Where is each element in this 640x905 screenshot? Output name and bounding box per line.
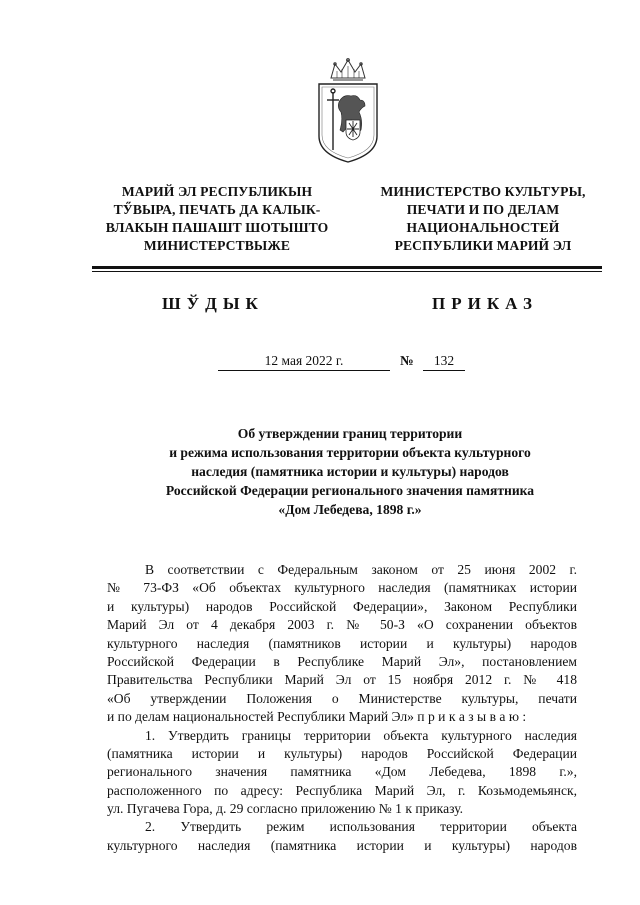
body-line: № 73-ФЗ «Об объектах культурного наследия (памятниках истории <box>107 580 577 596</box>
body-line: расположенного по адресу: Республика Марий Эл, г. Козьмодемьянск, <box>107 782 577 798</box>
body-line: Российской Федерации в Республике Марий Эл», постановлением <box>107 653 577 669</box>
body-line: и по делам национальностей Республики Марий Эл» п р и к а з ы в а ю : <box>107 709 527 725</box>
body-line: регионального значения памятника «Дом Лебедева, 1898 г.», <box>107 764 577 780</box>
order-title-line: наследия (памятника истории и культуры) народов <box>191 464 509 479</box>
body-line: (памятника истории и культуры) народов Российской Федерации <box>107 745 577 761</box>
body-line: В соответствии с Федеральным законом от 25 июня 2002 г. <box>145 562 577 577</box>
doc-type-russian: ПРИКАЗ <box>432 294 538 313</box>
ministry-name-russian <box>353 183 613 255</box>
ministry-name-mari-line: ТӲВЫРА, ПЕЧАТЬ ДА КАЛЫК- <box>113 202 321 217</box>
body-line: Правительства Республики Марий Эл от 15 ноября 2012 г. № 418 <box>107 672 577 688</box>
ministry-name-mari-line: МАРИЙ ЭЛ РЕСПУБЛИКЫН <box>121 184 313 199</box>
order-title <box>100 424 600 519</box>
body-line: 2. Утвердить режим использования территории объекта <box>145 819 577 835</box>
ministry-name-mari-line: ВЛАКЫН ПАШАШТ ШОТЫШТО <box>105 220 329 235</box>
ministry-name-russian-line: РЕСПУБЛИКИ МАРИЙ ЭЛ <box>394 238 572 253</box>
ministry-name-mari-line: МИНИСТЕРСТВЫЖЕ <box>143 238 291 253</box>
ministry-name-mari <box>87 183 347 255</box>
ministry-name-russian-line: ПЕЧАТИ И ПО ДЕЛАМ <box>406 202 560 217</box>
date-number-row <box>0 353 640 375</box>
body-line: Марий Эл от 4 декабря 2003 г. № 50-З «О сохранении объектов <box>107 617 577 633</box>
number-sign: № <box>400 353 414 368</box>
body-line: культурного наследия (памятников истории и культуры) народов <box>107 635 577 651</box>
doc-type-mari: ШЎДЫК <box>162 294 264 313</box>
order-title-line: Об утверждении границ территории <box>237 426 463 441</box>
order-title-line: Российской Федерации регионального значения памятника <box>165 483 535 498</box>
order-number: 132 <box>423 353 465 371</box>
body-line: культурного наследия (памятника истории и культуры) народов <box>107 837 577 853</box>
order-title-line: «Дом Лебедева, 1898 г.» <box>278 502 422 517</box>
header-divider-thin <box>92 271 602 272</box>
order-body <box>107 561 577 855</box>
coat-of-arms-emblem <box>313 58 383 166</box>
body-line: и культуры) народов Российской Федерации», Законом Республики <box>107 598 577 614</box>
order-date: 12 мая 2022 г. <box>218 353 390 371</box>
body-line: «Об утверждении Положения о Министерстве культуры, печати <box>107 690 577 706</box>
ministry-name-russian-line: НАЦИОНАЛЬНОСТЕЙ <box>406 220 560 235</box>
body-line: 1. Утвердить границы территории объекта культурного наследия <box>145 727 577 743</box>
ministry-name-russian-line: МИНИСТЕРСТВО КУЛЬТУРЫ, <box>380 184 586 199</box>
order-title-line: и режима использования территории объекта культурного <box>169 445 531 460</box>
header-divider-thick <box>92 266 602 269</box>
body-line: ул. Пугачева Гора, д. 29 согласно приложению № 1 к приказу. <box>107 801 464 817</box>
